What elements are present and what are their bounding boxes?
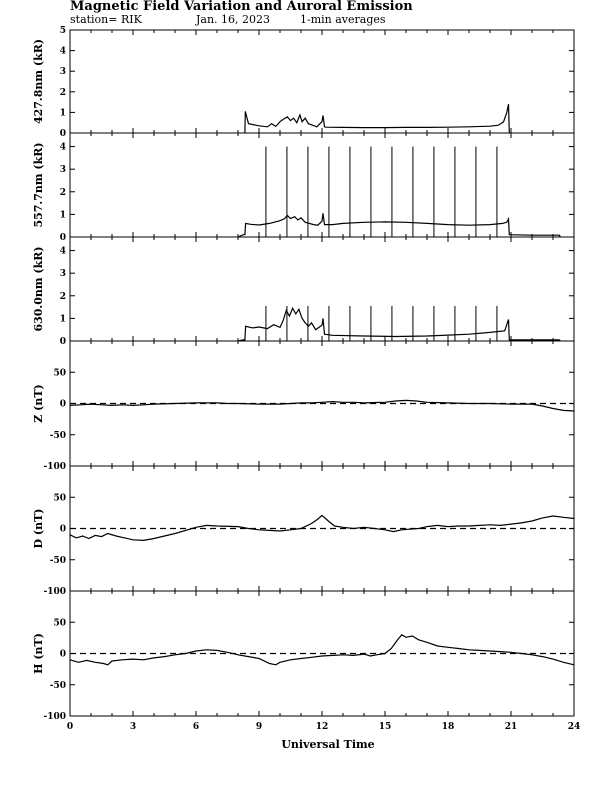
panels xyxy=(32,26,574,722)
panel-p5577 xyxy=(32,133,574,243)
y-tick-label: 0 xyxy=(59,129,66,139)
panel-frame xyxy=(70,30,574,133)
y-tick-label: 0 xyxy=(59,524,66,535)
y-tick-label: -50 xyxy=(49,680,66,691)
y-tick-label: -100 xyxy=(43,587,66,597)
y-tick-label: 4 xyxy=(59,142,66,153)
y-axis-label-pZ: Z (nT) xyxy=(32,384,45,423)
y-axis-label-p6300: 630.0nm (kR) xyxy=(32,246,45,332)
y-tick-label: 0 xyxy=(59,337,66,347)
x-tick-label: 24 xyxy=(567,722,581,732)
y-tick-label: 3 xyxy=(59,165,66,176)
y-tick-label: 1 xyxy=(59,314,66,325)
y-tick-label: 1 xyxy=(59,210,66,221)
y-tick-label: 50 xyxy=(53,368,66,379)
panel-p6300 xyxy=(32,237,574,347)
figure-title: Magnetic Field Variation and Auroral Emission xyxy=(70,0,413,14)
x-axis-label: Universal Time xyxy=(281,738,375,751)
y-tick-label: 5 xyxy=(59,26,66,36)
panel-p4278 xyxy=(32,26,574,139)
y-tick-label: 50 xyxy=(53,493,66,504)
y-axis-label-p5577: 557.7nm (kR) xyxy=(32,142,45,228)
y-tick-label: 0 xyxy=(59,649,66,660)
y-tick-label: 2 xyxy=(59,187,66,198)
y-axis-label-p4278: 427.8nm (kR) xyxy=(32,38,45,125)
series-line-pH xyxy=(70,635,574,665)
date-label: Jan. 16, 2023 xyxy=(196,13,271,26)
x-tick-label: 9 xyxy=(255,722,263,732)
y-tick-label: 2 xyxy=(59,87,66,98)
x-axis xyxy=(67,722,580,732)
series-line-p6300 xyxy=(238,308,560,341)
y-tick-label: -50 xyxy=(49,430,66,441)
y-tick-label: 4 xyxy=(59,246,66,257)
y-tick-label: 1 xyxy=(59,108,66,119)
y-tick-label: -100 xyxy=(43,462,66,472)
x-tick-label: 18 xyxy=(441,722,455,732)
x-tick-label: 12 xyxy=(315,722,329,732)
panel-pZ xyxy=(32,341,574,472)
y-tick-label: 0 xyxy=(59,399,66,410)
series-line-p5577 xyxy=(238,213,560,237)
station-label: station= RIK xyxy=(70,13,142,26)
x-tick-label: 0 xyxy=(66,722,74,732)
x-tick-label: 21 xyxy=(504,722,518,732)
y-tick-label: 50 xyxy=(53,618,66,629)
y-tick-label: 2 xyxy=(59,291,66,302)
panel-pH xyxy=(32,591,574,722)
x-tick-label: 6 xyxy=(192,722,200,732)
averaging-label: 1-min averages xyxy=(300,13,386,26)
y-axis-label-pD: D (nT) xyxy=(32,508,45,549)
x-tick-label: 3 xyxy=(129,722,137,732)
y-tick-label: -100 xyxy=(43,712,66,722)
y-tick-label: 3 xyxy=(59,269,66,280)
y-tick-label: 3 xyxy=(59,67,66,78)
y-tick-label: 0 xyxy=(59,233,66,243)
y-tick-label: 4 xyxy=(59,46,66,57)
series-line-pZ xyxy=(70,400,574,411)
x-tick-label: 15 xyxy=(378,722,392,732)
y-axis-label-pH: H (nT) xyxy=(32,633,45,674)
series-line-p4278 xyxy=(245,104,509,133)
panel-pD xyxy=(32,466,574,597)
y-tick-label: -50 xyxy=(49,555,66,566)
